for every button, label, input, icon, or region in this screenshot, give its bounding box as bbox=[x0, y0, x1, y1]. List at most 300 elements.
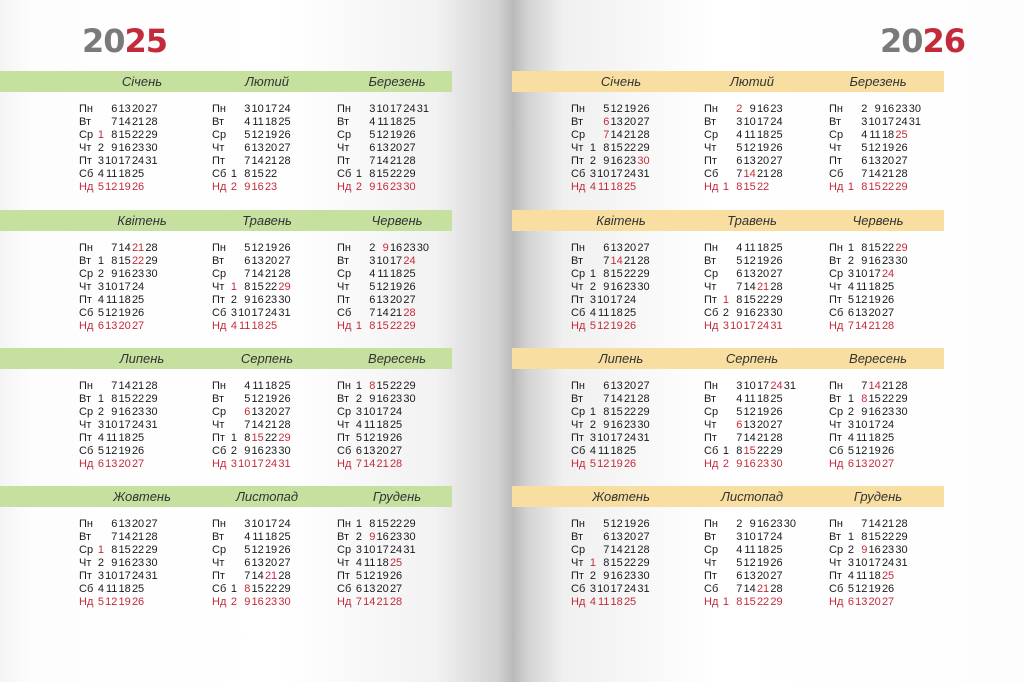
day-number: 7 bbox=[244, 155, 251, 167]
day-number: 14 bbox=[251, 419, 264, 431]
day-number: 25 bbox=[770, 242, 783, 254]
weekday-row bbox=[337, 294, 457, 307]
day-number: 13 bbox=[105, 458, 118, 470]
day-number: 22 bbox=[881, 531, 895, 543]
weekday-row bbox=[337, 531, 457, 544]
month-name: Червень bbox=[371, 213, 423, 228]
weekday-row bbox=[337, 557, 457, 570]
day-number: 7 bbox=[369, 155, 376, 167]
day-number: 12 bbox=[251, 242, 264, 254]
day-number: 16 bbox=[756, 103, 770, 115]
day-number: 28 bbox=[895, 518, 908, 530]
weekday-row bbox=[571, 116, 691, 129]
day-number: 14 bbox=[118, 116, 131, 128]
weekday-label: Ср bbox=[79, 129, 94, 141]
day-number: 20 bbox=[623, 116, 637, 128]
weekday-row bbox=[337, 544, 457, 557]
day-number: 12 bbox=[251, 129, 264, 141]
day-number: 3 bbox=[244, 518, 251, 530]
weekday-label: Вт bbox=[829, 393, 842, 405]
weekday-row bbox=[704, 406, 824, 419]
day-number: 23 bbox=[264, 181, 278, 193]
day-number: 13 bbox=[118, 103, 131, 115]
weekday-row bbox=[704, 380, 824, 393]
weekday-row bbox=[829, 281, 949, 294]
weekday-label: Вт bbox=[79, 255, 92, 267]
weekday-label: Сб bbox=[571, 583, 586, 595]
weekday-label: Нд bbox=[571, 596, 586, 608]
day-number: 22 bbox=[389, 320, 403, 332]
weekday-row bbox=[79, 393, 199, 406]
weekday-label: Ср bbox=[829, 544, 844, 556]
day-number: 29 bbox=[145, 544, 158, 556]
day-number: 2 bbox=[230, 294, 237, 306]
weekday-row bbox=[829, 518, 949, 531]
day-number: 2 bbox=[369, 242, 376, 254]
day-number: 27 bbox=[389, 445, 403, 457]
day-number: 8 bbox=[603, 142, 610, 154]
day-number: 25 bbox=[389, 557, 403, 569]
weekday-row bbox=[571, 294, 691, 307]
day-number: 28 bbox=[145, 242, 158, 254]
weekday-row bbox=[571, 129, 691, 142]
day-number: 5 bbox=[736, 142, 743, 154]
day-number: 29 bbox=[403, 320, 416, 332]
weekday-row bbox=[829, 155, 949, 168]
weekday-label: Пт bbox=[337, 294, 350, 306]
day-number: 1 bbox=[355, 518, 362, 530]
day-number: 15 bbox=[868, 393, 881, 405]
day-number: 7 bbox=[736, 281, 743, 293]
month-name: Жовтень bbox=[592, 489, 650, 504]
day-number: 28 bbox=[145, 380, 158, 392]
day-number: 24 bbox=[770, 116, 783, 128]
day-number: 13 bbox=[363, 583, 376, 595]
day-number: 26 bbox=[637, 103, 650, 115]
day-number: 30 bbox=[403, 181, 416, 193]
weekday-row bbox=[704, 155, 824, 168]
day-number: 13 bbox=[376, 294, 389, 306]
day-number: 28 bbox=[145, 531, 158, 543]
day-number: 5 bbox=[736, 557, 743, 569]
day-number: 6 bbox=[736, 570, 743, 582]
day-number: 18 bbox=[118, 168, 131, 180]
day-number: 18 bbox=[610, 181, 623, 193]
day-number: 23 bbox=[623, 570, 637, 582]
day-number: 23 bbox=[264, 294, 278, 306]
day-number: 6 bbox=[847, 596, 854, 608]
weekday-label: Вт bbox=[337, 393, 350, 405]
day-number: 12 bbox=[105, 445, 118, 457]
day-number: 10 bbox=[376, 255, 389, 267]
day-number: 27 bbox=[895, 155, 908, 167]
day-number: 25 bbox=[131, 583, 145, 595]
day-number: 26 bbox=[278, 129, 291, 141]
weekday-label: Чт bbox=[79, 142, 92, 154]
day-number: 6 bbox=[111, 103, 118, 115]
weekday-row bbox=[79, 557, 199, 570]
weekday-row bbox=[704, 281, 824, 294]
day-number: 13 bbox=[743, 268, 756, 280]
day-number: 21 bbox=[264, 268, 278, 280]
day-number: 10 bbox=[105, 419, 118, 431]
day-number: 8 bbox=[603, 268, 610, 280]
day-number: 26 bbox=[895, 142, 908, 154]
day-number: 18 bbox=[756, 242, 770, 254]
weekday-label: Ср bbox=[829, 406, 844, 418]
weekday-label: Пт bbox=[571, 294, 584, 306]
weekday-row bbox=[337, 596, 457, 609]
day-number: 1 bbox=[722, 596, 729, 608]
day-number: 4 bbox=[861, 129, 868, 141]
month-band bbox=[0, 210, 452, 231]
day-number: 2 bbox=[355, 181, 362, 193]
day-number: 16 bbox=[118, 406, 131, 418]
day-number: 6 bbox=[847, 458, 854, 470]
day-number: 21 bbox=[389, 155, 403, 167]
day-number: 3 bbox=[230, 307, 237, 319]
weekday-row bbox=[79, 518, 199, 531]
day-number: 21 bbox=[881, 380, 895, 392]
day-number: 28 bbox=[770, 281, 783, 293]
day-number: 23 bbox=[770, 518, 783, 530]
weekday-row bbox=[79, 307, 199, 320]
weekday-row bbox=[337, 393, 457, 406]
day-number: 20 bbox=[118, 320, 131, 332]
weekday-label: Нд bbox=[704, 596, 719, 608]
weekday-row bbox=[212, 583, 332, 596]
weekday-row bbox=[212, 142, 332, 155]
day-number: 22 bbox=[623, 268, 637, 280]
weekday-label: Ср bbox=[79, 268, 94, 280]
day-number: 5 bbox=[244, 242, 251, 254]
day-number: 2 bbox=[736, 518, 743, 530]
day-number: 18 bbox=[264, 116, 278, 128]
day-number: 16 bbox=[251, 294, 264, 306]
day-number: 12 bbox=[597, 320, 610, 332]
day-number: 24 bbox=[756, 320, 770, 332]
day-number: 20 bbox=[264, 142, 278, 154]
day-number: 13 bbox=[743, 155, 756, 167]
day-number: 16 bbox=[610, 155, 623, 167]
weekday-row bbox=[79, 531, 199, 544]
day-number: 30 bbox=[770, 458, 783, 470]
day-number: 5 bbox=[736, 255, 743, 267]
weekday-row bbox=[337, 432, 457, 445]
weekday-row bbox=[79, 294, 199, 307]
weekday-row bbox=[79, 320, 199, 333]
weekday-row bbox=[212, 255, 332, 268]
day-number: 18 bbox=[756, 544, 770, 556]
day-number: 11 bbox=[744, 544, 756, 556]
day-number: 20 bbox=[376, 445, 389, 457]
weekday-row bbox=[829, 181, 949, 194]
weekday-label: Сб bbox=[79, 445, 94, 457]
day-number: 27 bbox=[637, 242, 650, 254]
day-number: 7 bbox=[369, 307, 376, 319]
day-number: 9 bbox=[244, 181, 251, 193]
day-number: 25 bbox=[881, 570, 895, 582]
day-number: 10 bbox=[251, 103, 264, 115]
day-number: 15 bbox=[610, 268, 623, 280]
day-number: 23 bbox=[131, 142, 145, 154]
day-number: 25 bbox=[131, 432, 145, 444]
day-number: 12 bbox=[743, 255, 756, 267]
day-number: 6 bbox=[244, 406, 251, 418]
day-number: 18 bbox=[756, 129, 770, 141]
day-number: 27 bbox=[770, 570, 783, 582]
month-name: Вересень bbox=[368, 351, 426, 366]
day-number: 1 bbox=[589, 406, 596, 418]
weekday-row bbox=[212, 445, 332, 458]
day-number: 17 bbox=[868, 419, 881, 431]
day-number: 24 bbox=[131, 281, 145, 293]
day-number: 5 bbox=[736, 406, 743, 418]
day-number: 10 bbox=[855, 268, 868, 280]
day-number: 8 bbox=[736, 294, 743, 306]
day-number: 1 bbox=[97, 393, 104, 405]
day-number: 16 bbox=[118, 268, 131, 280]
day-number: 24 bbox=[264, 458, 278, 470]
day-number: 23 bbox=[756, 458, 770, 470]
weekday-row bbox=[337, 570, 457, 583]
weekday-label: Ср bbox=[337, 544, 352, 556]
day-number: 27 bbox=[131, 320, 145, 332]
day-number: 27 bbox=[278, 142, 291, 154]
day-number: 25 bbox=[278, 380, 291, 392]
weekday-row bbox=[337, 307, 457, 320]
day-number: 26 bbox=[278, 242, 291, 254]
day-number: 11 bbox=[744, 129, 756, 141]
weekday-label: Нд bbox=[212, 181, 227, 193]
day-number: 31 bbox=[278, 458, 291, 470]
day-number: 11 bbox=[597, 445, 610, 457]
day-number: 27 bbox=[389, 583, 403, 595]
day-number: 1 bbox=[230, 168, 237, 180]
day-number: 29 bbox=[895, 531, 908, 543]
day-number: 9 bbox=[369, 531, 376, 543]
day-number: 26 bbox=[278, 393, 291, 405]
day-number: 14 bbox=[868, 168, 881, 180]
day-number: 23 bbox=[881, 406, 895, 418]
day-number: 5 bbox=[603, 103, 610, 115]
month-name: Листопад bbox=[235, 489, 299, 504]
day-number: 20 bbox=[868, 596, 881, 608]
day-number: 9 bbox=[244, 294, 251, 306]
day-number: 13 bbox=[855, 307, 868, 319]
weekday-label: Нд bbox=[571, 458, 586, 470]
weekday-row bbox=[212, 518, 332, 531]
day-number: 20 bbox=[756, 268, 770, 280]
weekday-row bbox=[829, 544, 949, 557]
day-number: 9 bbox=[861, 255, 868, 267]
day-number: 15 bbox=[376, 320, 389, 332]
day-number: 12 bbox=[251, 544, 264, 556]
day-number: 21 bbox=[376, 596, 389, 608]
day-number: 10 bbox=[363, 544, 376, 556]
weekday-row bbox=[704, 419, 824, 432]
weekday-row bbox=[79, 129, 199, 142]
day-number: 15 bbox=[118, 393, 131, 405]
day-number: 28 bbox=[770, 168, 783, 180]
weekday-label: Сб bbox=[212, 583, 227, 595]
day-number: 20 bbox=[389, 142, 403, 154]
day-number: 5 bbox=[861, 142, 868, 154]
day-number: 7 bbox=[603, 393, 610, 405]
day-number: 5 bbox=[97, 445, 104, 457]
weekday-label: Пн bbox=[337, 518, 351, 530]
day-number: 22 bbox=[881, 393, 895, 405]
day-number: 29 bbox=[637, 557, 650, 569]
weekday-row bbox=[337, 268, 457, 281]
day-number: 3 bbox=[369, 103, 376, 115]
day-number: 2 bbox=[847, 255, 854, 267]
day-number: 18 bbox=[376, 557, 389, 569]
day-number: 25 bbox=[389, 419, 403, 431]
day-number: 12 bbox=[251, 393, 264, 405]
weekday-row bbox=[212, 103, 332, 116]
month-band bbox=[512, 348, 944, 369]
day-number: 19 bbox=[868, 294, 881, 306]
weekday-row bbox=[829, 294, 949, 307]
day-number: 12 bbox=[855, 583, 868, 595]
day-number: 30 bbox=[783, 518, 796, 530]
day-number: 1 bbox=[97, 129, 104, 141]
day-number: 6 bbox=[847, 307, 854, 319]
day-number: 23 bbox=[881, 255, 895, 267]
weekday-row bbox=[337, 181, 457, 194]
weekday-row bbox=[337, 458, 457, 471]
day-number: 12 bbox=[868, 142, 881, 154]
weekday-row bbox=[79, 544, 199, 557]
day-number: 4 bbox=[369, 268, 376, 280]
day-number: 16 bbox=[868, 406, 881, 418]
day-number: 14 bbox=[610, 255, 623, 267]
day-number: 27 bbox=[278, 406, 291, 418]
weekday-label: Ср bbox=[704, 129, 719, 141]
day-number: 28 bbox=[637, 255, 650, 267]
day-number: 27 bbox=[770, 268, 783, 280]
day-number: 19 bbox=[264, 544, 278, 556]
day-number: 3 bbox=[244, 103, 251, 115]
weekday-row bbox=[704, 181, 824, 194]
day-number: 31 bbox=[637, 168, 650, 180]
day-number: 18 bbox=[610, 307, 623, 319]
day-number: 29 bbox=[278, 432, 291, 444]
day-number: 7 bbox=[111, 242, 118, 254]
day-number: 23 bbox=[623, 419, 637, 431]
month-name: Липень bbox=[598, 351, 644, 366]
day-number: 14 bbox=[376, 307, 389, 319]
weekday-label: Ср bbox=[704, 544, 719, 556]
weekday-label: Пн bbox=[79, 518, 93, 530]
day-number: 7 bbox=[111, 116, 118, 128]
day-number: 31 bbox=[895, 557, 908, 569]
day-number: 14 bbox=[868, 518, 881, 530]
day-number: 16 bbox=[868, 544, 881, 556]
weekday-label: Ср bbox=[212, 129, 227, 141]
month-name: Жовтень bbox=[113, 489, 171, 504]
day-number: 28 bbox=[895, 380, 908, 392]
day-number: 15 bbox=[251, 168, 264, 180]
day-number: 20 bbox=[868, 307, 881, 319]
day-number: 6 bbox=[97, 320, 104, 332]
weekday-label: Ср bbox=[337, 406, 352, 418]
day-number: 10 bbox=[597, 432, 610, 444]
weekday-label: Пн bbox=[79, 103, 93, 115]
weekday-label: Сб bbox=[829, 307, 844, 319]
day-number: 30 bbox=[278, 294, 291, 306]
weekday-row bbox=[212, 116, 332, 129]
day-number: 2 bbox=[847, 406, 854, 418]
weekday-label: Сб bbox=[212, 168, 227, 180]
day-number: 30 bbox=[637, 155, 650, 167]
day-number: 11 bbox=[855, 570, 868, 582]
weekday-row bbox=[571, 583, 691, 596]
weekday-label: Пт bbox=[571, 432, 584, 444]
weekday-label: Пн bbox=[212, 380, 226, 392]
weekday-label: Сб bbox=[704, 307, 719, 319]
day-number: 18 bbox=[610, 596, 623, 608]
day-number: 27 bbox=[637, 531, 650, 543]
weekday-label: Ср bbox=[79, 544, 94, 556]
weekday-row bbox=[212, 168, 332, 181]
day-number: 5 bbox=[369, 281, 376, 293]
day-number: 30 bbox=[145, 268, 158, 280]
day-number: 17 bbox=[756, 380, 770, 392]
weekday-label: Пт bbox=[212, 570, 225, 582]
day-number: 20 bbox=[131, 518, 145, 530]
weekday-row bbox=[704, 458, 824, 471]
day-number: 15 bbox=[610, 406, 623, 418]
day-number: 15 bbox=[251, 432, 264, 444]
day-number: 2 bbox=[230, 596, 237, 608]
day-number: 5 bbox=[603, 518, 610, 530]
weekday-label: Нд bbox=[829, 181, 844, 193]
day-number: 18 bbox=[868, 432, 881, 444]
month-name: Квітень bbox=[117, 213, 167, 228]
day-number: 9 bbox=[603, 155, 610, 167]
day-number: 17 bbox=[264, 103, 278, 115]
month-name: Січень bbox=[600, 74, 642, 89]
month-name: Січень bbox=[121, 74, 163, 89]
weekday-label: Ср bbox=[704, 406, 719, 418]
day-number: 7 bbox=[736, 168, 743, 180]
day-number: 29 bbox=[637, 142, 650, 154]
day-number: 18 bbox=[118, 583, 131, 595]
day-number: 9 bbox=[369, 393, 376, 405]
day-number: 19 bbox=[868, 583, 881, 595]
weekday-label: Чт bbox=[829, 281, 842, 293]
weekday-row bbox=[829, 445, 949, 458]
weekday-row bbox=[571, 380, 691, 393]
weekday-row bbox=[829, 531, 949, 544]
day-number: 4 bbox=[589, 307, 596, 319]
weekday-label: Пт bbox=[704, 155, 717, 167]
day-number: 30 bbox=[416, 242, 429, 254]
weekday-label: Пн bbox=[79, 242, 93, 254]
day-number: 11 bbox=[252, 531, 264, 543]
day-number: 7 bbox=[736, 432, 743, 444]
day-number: 20 bbox=[376, 583, 389, 595]
day-number: 7 bbox=[861, 380, 868, 392]
day-number: 13 bbox=[251, 406, 264, 418]
weekday-row bbox=[212, 557, 332, 570]
day-number: 21 bbox=[131, 531, 145, 543]
weekday-label: Ср bbox=[212, 268, 227, 280]
day-number: 1 bbox=[847, 393, 854, 405]
day-number: 13 bbox=[251, 255, 264, 267]
